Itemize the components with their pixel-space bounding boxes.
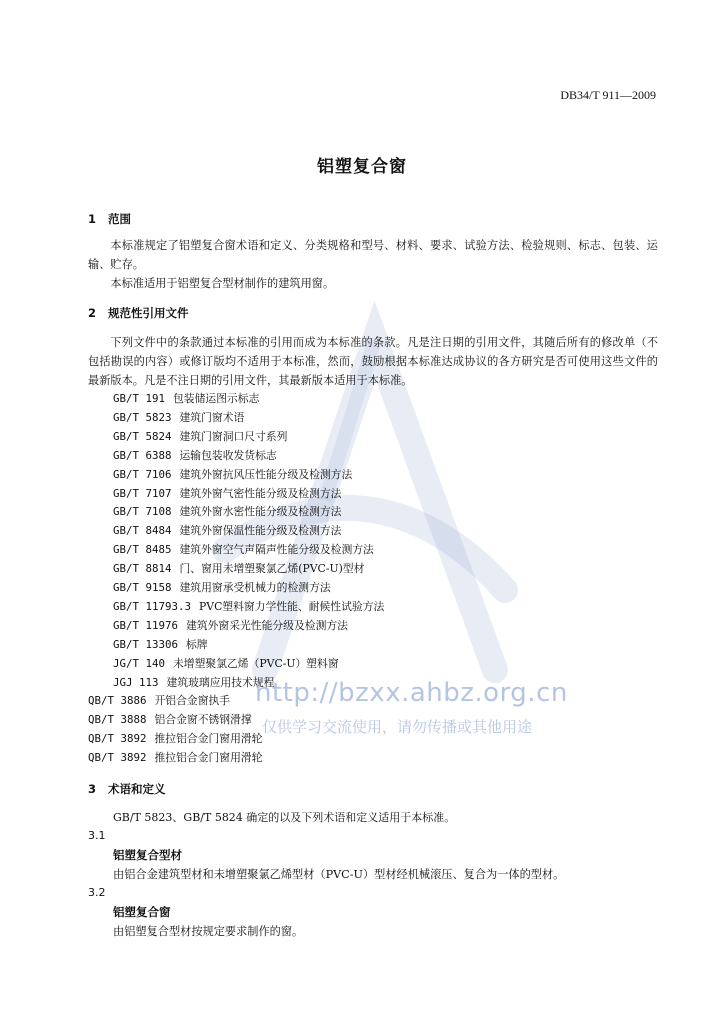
- reference-title: 推拉铝合金门窗用滑轮: [154, 751, 263, 765]
- section-heading-terms: [88, 781, 166, 797]
- reference-code: GB/T 7108: [113, 505, 172, 519]
- reference-title: 建筑外窗水密性能分级及检测方法: [179, 505, 342, 519]
- references-intro-paragraph: 下列文件中的条款通过本标准的引用而成为本标准的条款。凡是注日期的引用文件，其随后所有的修改单（不包括勘误的内容）或修订版均不适用于本标准，然而，鼓励根据本标准达成协议的各方研究是否可使用这些文件的最新版本。凡是不注日期的引用文件，其最新版本适用于本标准。: [88, 336, 658, 387]
- reference-item: [113, 579, 331, 598]
- reference-item: [88, 692, 230, 711]
- reference-code: GB/T 8484: [113, 524, 172, 538]
- reference-item: [113, 466, 352, 485]
- terms-intro: GB/T 5823、GB/T 5824 确定的以及下列术语和定义适用于本标准。: [113, 811, 456, 824]
- reference-item: [113, 560, 364, 579]
- reference-item: [88, 730, 262, 749]
- reference-item: [113, 598, 384, 617]
- reference-item: [113, 409, 244, 428]
- term-definition: 由铝合金建筑型材和未增塑聚氯乙烯型材（PVC-U）型材经机械滚压、复合为一体的型材。: [113, 868, 565, 881]
- section-title: 范围: [108, 212, 131, 226]
- reference-title: 门、窗用未增塑聚氯乙烯(PVC-U)型材: [179, 562, 365, 576]
- term-definition: 由铝塑复合型材按规定要求制作的窗。: [113, 925, 304, 938]
- reference-item: [113, 485, 341, 504]
- reference-title: PVC塑料窗力学性能、耐候性试验方法: [199, 599, 385, 613]
- reference-title: 建筑外窗气密性能分级及检测方法: [179, 486, 342, 500]
- reference-code: GB/T 5824: [113, 429, 172, 443]
- reference-title: 建筑门窗洞口尺寸系列: [179, 429, 288, 443]
- reference-title: 开铝合金窗执手: [154, 694, 231, 708]
- section-heading-scope: [88, 211, 131, 227]
- reference-title: 建筑玻璃应用技术规程: [166, 675, 275, 689]
- section-number: 1: [88, 212, 97, 226]
- reference-code: GB/T 191: [113, 392, 166, 405]
- reference-item: [113, 674, 274, 693]
- reference-code: QB/T 3892: [88, 751, 147, 765]
- reference-title: 建筑外窗采光性能分级及检测方法: [186, 618, 348, 632]
- page-title: 铝塑复合窗: [317, 157, 407, 177]
- reference-title: 运输包装收发货标志: [179, 448, 277, 462]
- reference-code: QB/T 3888: [88, 713, 147, 727]
- section-title: 术语和定义: [108, 782, 166, 796]
- reference-item: [113, 541, 374, 560]
- reference-item: [113, 503, 341, 522]
- reference-code: GB/T 8485: [113, 543, 172, 557]
- section-heading-normative-references: [88, 305, 189, 321]
- reference-code: QB/T 3886: [88, 694, 147, 708]
- document-number: DB34/T 911—2009: [560, 88, 656, 102]
- reference-code: GB/T 11976: [113, 618, 179, 632]
- reference-title: 建筑外窗空气声隔声性能分级及检测方法: [179, 543, 374, 557]
- reference-item: [113, 636, 208, 655]
- watermark-url: http://bzxx.ahbz.org.cn: [255, 678, 568, 708]
- applicability-paragraph: 本标准适用于铝塑复合型材制作的建筑用窗。: [110, 277, 335, 290]
- section-number: 3: [88, 782, 97, 796]
- reference-code: GB/T 7106: [113, 467, 172, 481]
- reference-item: [113, 428, 287, 447]
- reference-code: GB/T 6388: [113, 448, 172, 462]
- reference-item: [113, 617, 348, 636]
- reference-code: GB/T 9158: [113, 581, 172, 594]
- term-name: 铝塑复合窗: [113, 905, 171, 919]
- reference-code: JG/T 140: [113, 656, 166, 670]
- reference-title: 建筑外窗保温性能分级及检测方法: [179, 524, 342, 538]
- reference-title: 建筑门窗术语: [179, 410, 245, 424]
- reference-code: GB/T 5823: [113, 410, 172, 424]
- term-number: 3.2: [88, 886, 106, 899]
- reference-title: 未增塑聚氯乙烯（PVC-U）塑料窗: [173, 656, 339, 670]
- reference-item: [113, 390, 259, 409]
- reference-code: QB/T 3892: [88, 732, 147, 746]
- reference-title: 包装储运图示标志: [173, 392, 260, 405]
- reference-code: GB/T 8814: [113, 562, 172, 576]
- reference-item: [113, 447, 277, 466]
- reference-item: [88, 749, 262, 768]
- section-number: 2: [88, 306, 97, 320]
- reference-item: [113, 655, 339, 674]
- term-name: 铝塑复合型材: [113, 848, 182, 862]
- reference-code: JGJ 113: [113, 675, 159, 689]
- reference-title: 标牌: [186, 637, 208, 651]
- reference-title: 推拉铝合金门窗用滑轮: [154, 732, 263, 746]
- reference-title: 建筑外窗抗风压性能分级及检测方法: [179, 467, 353, 481]
- section-title: 规范性引用文件: [108, 306, 189, 320]
- reference-code: GB/T 13306: [113, 637, 179, 651]
- watermark-notice: 仅供学习交流使用，请勿传播或其他用途: [262, 718, 533, 736]
- reference-title: 铝合金窗不锈钢滑撑: [154, 713, 252, 727]
- scope-paragraph: 本标准规定了铝塑复合窗术语和定义、分类规格和型号、材料、要求、试验方法、检验规则、标志、包装、运输、贮存。: [88, 239, 658, 271]
- reference-item: [113, 522, 341, 541]
- reference-code: GB/T 7107: [113, 486, 172, 500]
- reference-code: GB/T 11793.3: [113, 599, 192, 613]
- reference-title: 建筑用窗承受机械力的检测方法: [179, 581, 331, 594]
- term-number: 3.1: [88, 829, 106, 842]
- reference-item: [88, 711, 252, 730]
